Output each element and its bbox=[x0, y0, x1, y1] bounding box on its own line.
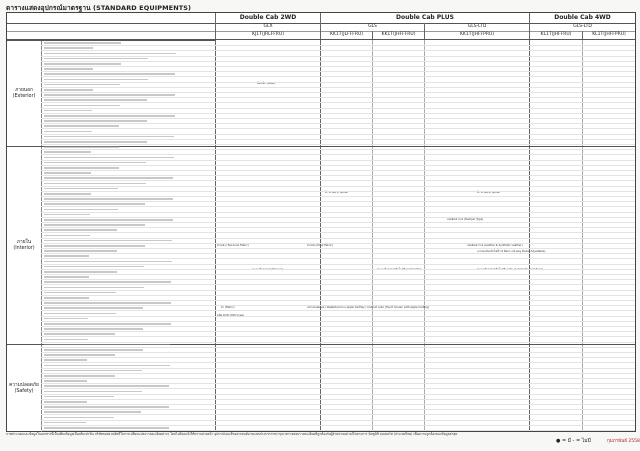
row-rule bbox=[41, 253, 635, 254]
equipment-table bbox=[6, 12, 636, 432]
issue-date: กุมภาพันธ์ 2558 bbox=[607, 439, 640, 444]
row-rule bbox=[41, 399, 635, 400]
feature-text-line bbox=[44, 120, 147, 122]
row-rule bbox=[41, 368, 635, 369]
row-rule bbox=[41, 331, 635, 332]
feature-text-line bbox=[44, 266, 144, 268]
feature-text-line bbox=[44, 188, 118, 190]
row-rule bbox=[41, 45, 635, 46]
row-rule bbox=[41, 342, 635, 343]
feature-text-line bbox=[44, 313, 116, 315]
feature-text-line bbox=[44, 219, 173, 221]
disclaimer-footnote: ภาพประกอบและข้อมูลในเอกสารนี้เป็นเพียงข้อมูลเบื้องต้นเท่านั้น บริษัทขอสงวนสิทธิ์ในการเปลี่ยนแปลงรายละเอียดต่างๆ โดยไม่ต้องแจ้งให้ทราบล่วงหน้า อุปกรณ์และสีของรถยนต์อาจแตกต่างจากภาพ กรุณาตรวจสอบรายละเอียดที่ถูกต้องกับผู้จำหน่ายอย่างเป็นทางการ มิตซูบิชิ มอเตอร์ส (ประเทศไทย) เพื่อความถูกต้องของข้อมูลล่าสุด bbox=[6, 432, 458, 436]
page-title: ตารางแสดงอุปกรณ์มาตรฐาน (STANDARD EQUIPMENTS) bbox=[6, 4, 192, 12]
row-rule bbox=[41, 305, 635, 306]
row-rule bbox=[41, 269, 635, 270]
row-rule bbox=[41, 238, 635, 239]
feature-text-line bbox=[44, 151, 91, 153]
feature-text-line bbox=[44, 349, 143, 351]
feature-text-line bbox=[44, 115, 175, 117]
row-rule bbox=[41, 144, 635, 145]
cell-note: ระบบปรับอากาศอัตโนมัติแยกฝั่ง (Automatic Dual Zone) bbox=[477, 268, 544, 271]
feature-text-line bbox=[44, 42, 121, 44]
row-rule bbox=[41, 191, 635, 192]
feature-text-line bbox=[44, 318, 88, 320]
feature-text-line bbox=[44, 396, 114, 398]
model-code: KL1T(JHFFRU) bbox=[529, 31, 582, 39]
row-rule bbox=[41, 388, 635, 389]
row-rule bbox=[41, 420, 635, 421]
row-rule bbox=[41, 394, 635, 395]
row-rule bbox=[41, 383, 635, 384]
row-rule bbox=[41, 352, 635, 353]
cell-note: ระบบปรับอากาศอัตโนมัติ (Automatic) bbox=[377, 268, 422, 271]
feature-text-line bbox=[44, 417, 114, 419]
feature-text-line bbox=[44, 323, 171, 325]
feature-text-line bbox=[44, 125, 119, 127]
row-rule bbox=[41, 134, 635, 135]
feature-text-line bbox=[44, 354, 115, 356]
feature-text-line bbox=[44, 58, 148, 60]
feature-text-line bbox=[44, 250, 117, 252]
feature-text-line bbox=[44, 79, 148, 81]
row-rule bbox=[41, 212, 635, 213]
model-code: KK1T(JHFFFRU) bbox=[372, 31, 424, 39]
feature-text-line bbox=[44, 245, 145, 247]
feature-text-line bbox=[44, 344, 170, 346]
row-rule bbox=[41, 227, 635, 228]
row-rule bbox=[41, 316, 635, 317]
feature-text-line bbox=[44, 271, 117, 273]
feature-text-line bbox=[44, 307, 143, 309]
row-rule bbox=[41, 76, 635, 77]
feature-text-line bbox=[44, 209, 118, 211]
feature-text-line bbox=[44, 167, 119, 169]
row-rule bbox=[41, 149, 635, 150]
feature-text-line bbox=[44, 183, 146, 185]
feature-text-line bbox=[44, 172, 91, 174]
row-rule bbox=[41, 82, 635, 83]
row-rule bbox=[41, 409, 635, 410]
row-rule bbox=[41, 92, 635, 93]
cell-note: ผ้า KTNx(3) Spoke bbox=[325, 191, 348, 194]
cell-note: ชนิด DVD (DVD type) bbox=[217, 314, 244, 317]
cell-note: ล้อเหล็ก (Steel) bbox=[257, 82, 276, 85]
group-2wd: Double Cab 2WD bbox=[215, 13, 320, 23]
row-rule bbox=[41, 222, 635, 223]
cell-note: หนังสังเคราะห์ (Leather & Synthetic Leather) bbox=[467, 244, 523, 247]
row-rule bbox=[41, 258, 635, 259]
row-rule bbox=[41, 71, 635, 72]
feature-text-line bbox=[44, 146, 119, 148]
feature-text-line bbox=[44, 94, 175, 96]
cell-note: ระบบปรับอากาศ (Manual) bbox=[252, 268, 283, 271]
feature-text-line bbox=[44, 328, 143, 330]
feature-text-line bbox=[44, 47, 93, 49]
feature-text-line bbox=[44, 240, 172, 242]
row-rule bbox=[41, 61, 635, 62]
feature-text-line bbox=[44, 214, 90, 216]
feature-text-line bbox=[44, 370, 142, 372]
legend: ● = มี - = ไม่มี bbox=[556, 438, 591, 444]
row-rule bbox=[41, 165, 635, 166]
row-rule bbox=[41, 50, 635, 51]
group-4wd: Double Cab 4WD bbox=[529, 13, 635, 23]
feature-text-line bbox=[44, 302, 171, 304]
feature-text-line bbox=[44, 380, 87, 382]
grade-gls: GLS bbox=[320, 23, 424, 31]
row-rule bbox=[41, 274, 635, 275]
row-rule bbox=[41, 357, 635, 358]
model-code: KK1T(JLFFFRU) bbox=[320, 31, 372, 39]
table-body bbox=[7, 40, 635, 431]
feature-text-line bbox=[44, 89, 93, 91]
feature-text-line bbox=[44, 406, 169, 408]
model-code: KJ1T(JRLFFRU) bbox=[215, 31, 320, 39]
row-rule bbox=[41, 128, 635, 129]
feature-text-line bbox=[44, 422, 86, 424]
row-rule bbox=[41, 102, 635, 103]
feature-text-line bbox=[44, 235, 90, 237]
row-rule bbox=[41, 123, 635, 124]
row-rule bbox=[41, 113, 635, 114]
row-rule bbox=[41, 290, 635, 291]
row-rule bbox=[41, 430, 635, 431]
row-rule bbox=[41, 201, 635, 202]
feature-text-line bbox=[44, 68, 93, 70]
row-rule bbox=[41, 362, 635, 363]
row-rule bbox=[41, 414, 635, 415]
feature-text-line bbox=[44, 261, 172, 263]
feature-text-line bbox=[44, 287, 144, 289]
feature-text-line bbox=[44, 391, 142, 393]
feature-text-line bbox=[44, 63, 121, 65]
feature-text-line bbox=[44, 255, 89, 257]
model-code: KK1T(JHFFPRU) bbox=[424, 31, 529, 39]
row-rule bbox=[41, 180, 635, 181]
feature-text-line bbox=[44, 99, 147, 101]
row-rule bbox=[41, 232, 635, 233]
row-rule bbox=[41, 139, 635, 140]
feature-text-line bbox=[44, 333, 115, 335]
header-models bbox=[7, 31, 635, 40]
feature-text-line bbox=[44, 198, 173, 200]
feature-text-line bbox=[44, 53, 176, 55]
row-rule bbox=[41, 425, 635, 426]
row-rule bbox=[41, 248, 635, 249]
row-rule bbox=[41, 310, 635, 311]
feature-text-line bbox=[44, 375, 115, 377]
section-label: ความปลอดภัย (Safety) bbox=[7, 345, 42, 432]
cell-note: เบาะคนขับปรับไฟฟ้า 8 ทิศทาง (8-way Power Adjustable) bbox=[477, 250, 546, 253]
feature-text-line bbox=[44, 136, 174, 138]
feature-text-line bbox=[44, 297, 89, 299]
feature-text-line bbox=[44, 162, 146, 164]
row-rule bbox=[41, 118, 635, 119]
feature-text-line bbox=[44, 141, 147, 143]
feature-text-line bbox=[44, 385, 169, 387]
group-plus: Double Cab PLUS bbox=[320, 13, 529, 23]
row-rule bbox=[41, 295, 635, 296]
grade-gls-ltd-4wd: GLS-LTD bbox=[529, 23, 635, 31]
feature-text-line bbox=[44, 157, 174, 159]
feature-text-line bbox=[44, 365, 170, 367]
row-rule bbox=[41, 186, 635, 187]
row-rule bbox=[41, 243, 635, 244]
cell-note: ผ้า/หนัง (Dual Fabric) bbox=[307, 244, 333, 247]
section-label: ภายนอก (Exterior) bbox=[7, 41, 42, 147]
row-rule bbox=[41, 97, 635, 98]
cell-note: หนังสังเคราะห์ (Damper Type) bbox=[447, 218, 484, 221]
cell-note: ผ้า KTNx(4) Spoke bbox=[477, 191, 500, 194]
feature-text-line bbox=[44, 73, 175, 75]
row-rule bbox=[41, 284, 635, 285]
model-code: KL1T(JHFFPRU) bbox=[582, 31, 635, 39]
feature-text-line bbox=[44, 292, 116, 294]
cell-note: ผ้า/หนัง (Two-tone Fabric) bbox=[217, 244, 249, 247]
cell-note: ผ้า (Fabric) bbox=[221, 306, 235, 309]
row-rule bbox=[41, 217, 635, 218]
feature-text-line bbox=[44, 411, 141, 413]
row-rule bbox=[41, 347, 635, 348]
feature-text-line bbox=[44, 203, 145, 205]
row-rule bbox=[41, 264, 635, 265]
feature-text-line bbox=[44, 339, 88, 341]
feature-text-line bbox=[44, 131, 92, 133]
row-rule bbox=[41, 154, 635, 155]
feature-text-line bbox=[44, 105, 120, 107]
feature-text-line bbox=[44, 281, 171, 283]
feature-text-line bbox=[44, 177, 173, 179]
row-rule bbox=[41, 206, 635, 207]
feature-text-line bbox=[44, 110, 92, 112]
feature-text-line bbox=[44, 401, 87, 403]
row-rule bbox=[41, 300, 635, 301]
row-rule bbox=[41, 196, 635, 197]
feature-text-line bbox=[44, 229, 117, 231]
row-rule bbox=[41, 321, 635, 322]
row-rule bbox=[41, 66, 635, 67]
grade-glx: GLX bbox=[215, 23, 320, 31]
grade-gls-ltd-plus: GLS-LTD bbox=[424, 23, 529, 31]
row-rule bbox=[41, 56, 635, 57]
cell-note: หน้าจอแสดงผล / สัมผัสพร้อมระบบ Apple CarPlay / Android Auto (Touch Screen with Apple CarPlay) bbox=[307, 306, 430, 309]
feature-text-line bbox=[44, 359, 87, 361]
row-rule bbox=[41, 175, 635, 176]
feature-text-line bbox=[44, 193, 91, 195]
row-rule bbox=[41, 108, 635, 109]
row-rule bbox=[41, 170, 635, 171]
row-rule bbox=[41, 336, 635, 337]
row-rule bbox=[41, 373, 635, 374]
row-rule bbox=[41, 404, 635, 405]
row-rule bbox=[41, 326, 635, 327]
feature-text-line bbox=[44, 276, 89, 278]
feature-text-line bbox=[44, 427, 169, 429]
row-rule bbox=[41, 160, 635, 161]
feature-text-line bbox=[44, 224, 145, 226]
section-label: ภายใน (Interior) bbox=[7, 147, 42, 345]
row-rule bbox=[41, 87, 635, 88]
row-rule bbox=[41, 378, 635, 379]
row-rule bbox=[41, 279, 635, 280]
feature-text-line bbox=[44, 84, 120, 86]
